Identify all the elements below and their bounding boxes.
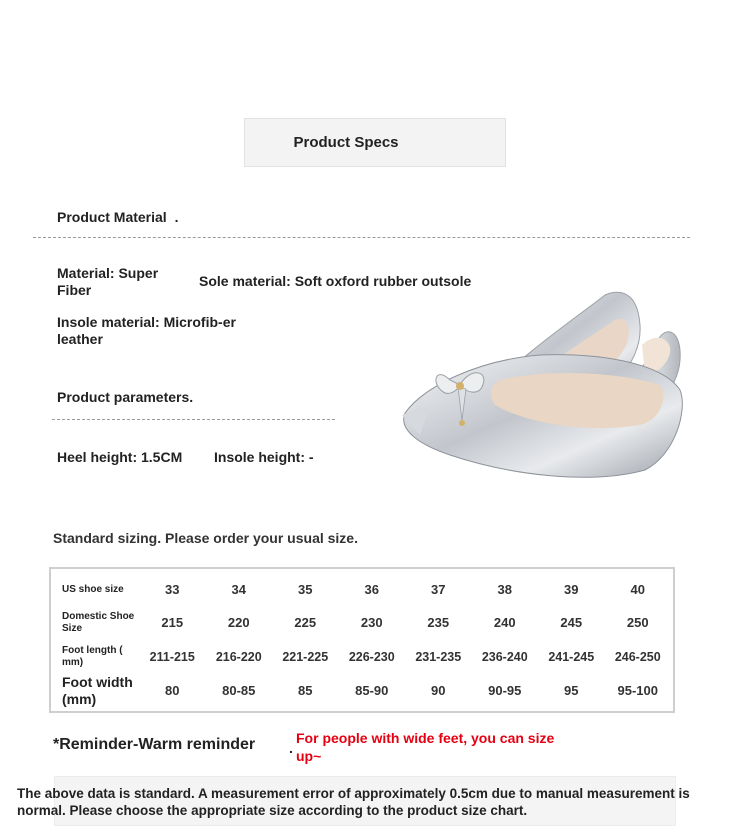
size-cell: 90-95 bbox=[488, 683, 522, 698]
row-header-domestic-size: Domestic Shoe Size bbox=[62, 610, 135, 634]
insole-height-label: Insole height: - bbox=[214, 449, 314, 465]
size-cell: 37 bbox=[431, 582, 446, 597]
table-row-foot-length bbox=[51, 640, 673, 673]
table-row-us-size bbox=[51, 573, 673, 606]
row-header-foot-width: Foot width (mm) bbox=[62, 673, 133, 707]
product-specs-banner bbox=[244, 118, 506, 167]
row-header-us-size: US shoe size bbox=[62, 583, 124, 595]
size-cell: 85-90 bbox=[355, 683, 389, 698]
measurement-disclaimer: The above data is standard. A measurement error of approximately 0.5cm due to manual measurement is normal. Please choose the appropriate size according to the product size chart. bbox=[17, 786, 690, 818]
size-cell: 85 bbox=[298, 683, 313, 698]
size-cell: 246-250 bbox=[614, 649, 661, 664]
size-cell: 240 bbox=[493, 615, 516, 630]
size-cell: 226-230 bbox=[348, 649, 395, 664]
size-cell: 230 bbox=[360, 615, 383, 630]
material-label: Material: Super Fiber bbox=[57, 265, 159, 298]
size-cell: 95-100 bbox=[617, 683, 658, 698]
sole-material-label: Sole material: Soft oxford rubber outsole bbox=[199, 273, 472, 289]
table-row-foot-width bbox=[51, 674, 673, 707]
size-cell: 216-220 bbox=[215, 649, 262, 664]
reminder-title: *Reminder-Warm reminder bbox=[53, 736, 256, 753]
wide-feet-note: For people with wide feet, you can size up~ bbox=[296, 730, 555, 764]
size-cell: 211-215 bbox=[149, 649, 195, 664]
product-material-heading-text: Product Material bbox=[57, 209, 167, 225]
material-divider bbox=[33, 237, 690, 238]
row-header-foot-length: Foot length ( mm) bbox=[62, 644, 123, 668]
size-cell: 231-235 bbox=[415, 649, 462, 664]
size-cell: 250 bbox=[626, 615, 649, 630]
table-row-domestic-size bbox=[51, 606, 673, 639]
product-parameters-heading: Product parameters. bbox=[57, 389, 194, 405]
size-cell: 39 bbox=[564, 582, 579, 597]
size-cell: 34 bbox=[231, 582, 246, 597]
reminder-dot: . bbox=[289, 740, 293, 756]
heel-height-label: Heel height: 1.5CM bbox=[57, 449, 183, 465]
size-cell: 220 bbox=[227, 615, 250, 630]
size-cell: 236-240 bbox=[481, 649, 528, 664]
insole-material-label: Insole material: Microfib-er leather bbox=[57, 314, 236, 347]
size-cell: 80-85 bbox=[222, 683, 256, 698]
size-cell: 35 bbox=[298, 582, 313, 597]
size-chart-table bbox=[49, 567, 675, 713]
size-cell: 225 bbox=[294, 615, 317, 630]
size-cell: 38 bbox=[497, 582, 512, 597]
size-cell: 241-245 bbox=[548, 649, 595, 664]
size-cell: 245 bbox=[560, 615, 583, 630]
product-specs-title: Product Specs bbox=[293, 134, 399, 151]
size-cell: 90 bbox=[431, 683, 446, 698]
size-cell: 33 bbox=[165, 582, 180, 597]
parameters-divider bbox=[52, 419, 335, 420]
size-cell: 80 bbox=[165, 683, 180, 698]
size-cell: 221-225 bbox=[282, 649, 329, 664]
size-cell: 215 bbox=[161, 615, 184, 630]
sizing-note: Standard sizing. Please order your usual size. bbox=[53, 530, 358, 546]
product-material-heading-dot: . bbox=[174, 209, 179, 225]
silver-flat-shoes-image bbox=[390, 285, 690, 485]
size-cell: 95 bbox=[564, 683, 579, 698]
size-cell: 36 bbox=[364, 582, 379, 597]
product-material-heading bbox=[57, 209, 178, 226]
size-cell: 40 bbox=[630, 582, 645, 597]
size-cell: 235 bbox=[427, 615, 450, 630]
